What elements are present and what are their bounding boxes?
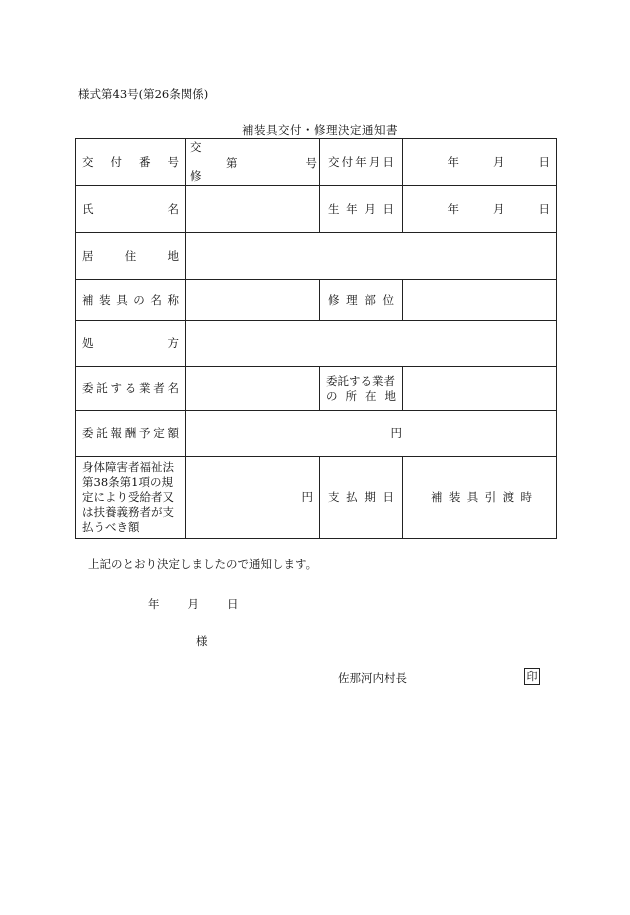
label-contractor bbox=[76, 367, 186, 411]
contractor-label-char: 者 bbox=[153, 381, 165, 395]
planned-fee-label-char: 託 bbox=[96, 426, 108, 440]
planned-fee-label-char: 報 bbox=[110, 426, 122, 440]
handover-text-char: 時 bbox=[520, 490, 532, 504]
device-name-label-char: 名 bbox=[150, 292, 162, 307]
payment-due-label-char: 支 bbox=[328, 490, 340, 504]
notice-date-year: 年 bbox=[148, 597, 160, 611]
notice-date-day: 日 bbox=[227, 597, 239, 611]
issue-go-text: 号 bbox=[305, 156, 317, 170]
notice-date-line bbox=[148, 596, 267, 612]
row-planned-fee bbox=[76, 411, 557, 457]
name-label bbox=[82, 202, 179, 217]
repair-part-label-char: 修 bbox=[328, 292, 340, 307]
birth-date-label bbox=[326, 202, 396, 217]
issue-number-label-char: 号 bbox=[167, 154, 179, 169]
label-birth-date bbox=[320, 186, 403, 233]
birth-date-month: 月 bbox=[493, 201, 505, 216]
planned-fee-yen: 円 bbox=[390, 426, 402, 440]
issue-number-label-char: 交 bbox=[82, 154, 94, 169]
issue-date-label-char: 交 bbox=[328, 154, 340, 169]
device-name-label-char: 装 bbox=[99, 292, 111, 307]
issue-number-label bbox=[82, 155, 179, 170]
label-device-name bbox=[76, 280, 186, 321]
device-name-label bbox=[82, 293, 179, 308]
issue-date-cell bbox=[403, 139, 557, 186]
device-name-label-char: の bbox=[133, 292, 145, 307]
notice-text: 上記のとおり決定しましたので通知します。 bbox=[88, 557, 318, 571]
label-name bbox=[76, 186, 186, 233]
issue-date-label-char: 付 bbox=[341, 154, 354, 169]
seal-mark: 印 bbox=[524, 668, 540, 685]
contractor-location-line2-char: 所 bbox=[345, 388, 357, 403]
birth-date-label-char: 日 bbox=[382, 201, 394, 216]
contractor-label-char: る bbox=[124, 381, 137, 395]
contractor-value-cell bbox=[186, 367, 320, 411]
label-issue-date bbox=[320, 139, 403, 186]
issue-dai-text: 第 bbox=[226, 156, 238, 170]
form-number: 様式第43号(第26条関係) bbox=[78, 87, 209, 101]
planned-fee-value-cell bbox=[186, 411, 557, 457]
issue-date-label-char: 日 bbox=[382, 154, 394, 169]
document-title: 補装具交付・修理決定通知書 bbox=[242, 123, 398, 137]
contractor-location-line2-char: 在 bbox=[365, 388, 377, 403]
contractor-location-value-cell bbox=[403, 367, 557, 411]
issue-number-label-char: 付 bbox=[110, 154, 122, 169]
device-name-label-char: 具 bbox=[116, 292, 128, 307]
contractor-label-char: 託 bbox=[96, 381, 108, 395]
planned-fee-label-char: 額 bbox=[167, 426, 179, 440]
issue-date-day: 日 bbox=[538, 154, 550, 169]
planned-fee-label bbox=[82, 426, 179, 441]
label-payment-amount: 身体障害者福祉法第38条第1項の規定により受給者又は扶養義務者が支払うべき額 bbox=[76, 457, 186, 539]
repair-part-label-char: 理 bbox=[346, 292, 358, 307]
device-name-label-char: 称 bbox=[167, 292, 179, 307]
device-name-value-cell bbox=[186, 280, 320, 321]
name-label-char: 氏 bbox=[82, 201, 94, 216]
label-contractor-location bbox=[320, 367, 403, 411]
contractor-location-line1: 委託する業者 bbox=[326, 373, 395, 388]
issue-kou-text: 交 bbox=[190, 140, 202, 154]
issuer-mayor: 佐那河内村長 bbox=[338, 671, 407, 685]
payment-amount-value-cell bbox=[186, 457, 320, 539]
recipient-honorific: 様 bbox=[196, 634, 208, 648]
label-planned-fee bbox=[76, 411, 186, 457]
issue-date-label-char: 年 bbox=[355, 154, 367, 169]
row-prescription bbox=[76, 321, 557, 367]
residence-label bbox=[82, 249, 179, 264]
planned-fee-label-char: 委 bbox=[82, 426, 94, 440]
payment-amount-yen: 円 bbox=[301, 490, 313, 504]
device-name-label-char: 補 bbox=[82, 292, 94, 307]
payment-due-value-cell bbox=[403, 457, 557, 539]
prescription-label bbox=[82, 336, 179, 351]
prescription-label-char: 方 bbox=[167, 336, 179, 350]
issue-number-label-char: 番 bbox=[139, 154, 151, 169]
label-payment-due bbox=[320, 457, 403, 539]
prescription-value-cell bbox=[186, 321, 557, 367]
payment-due-label-char: 期 bbox=[364, 490, 376, 504]
repair-part-label-char: 位 bbox=[382, 292, 394, 307]
name-value-cell bbox=[186, 186, 320, 233]
contractor-label-char: す bbox=[110, 381, 122, 395]
decision-form-table bbox=[75, 138, 557, 539]
birth-date-year: 年 bbox=[447, 201, 459, 216]
contractor-location-line2 bbox=[326, 389, 396, 404]
repair-part-label-char: 部 bbox=[364, 292, 376, 307]
handover-text-char: 装 bbox=[448, 490, 461, 504]
planned-fee-label-char: 予 bbox=[139, 426, 151, 440]
birth-date-label-char: 年 bbox=[346, 201, 358, 216]
handover-text-char: 引 bbox=[484, 490, 497, 504]
birth-date-label-char: 月 bbox=[364, 201, 376, 216]
label-residence bbox=[76, 233, 186, 280]
payment-due-label-char: 日 bbox=[382, 490, 394, 504]
contractor-label-char: 委 bbox=[82, 381, 94, 395]
contractor-location-line2-char: 地 bbox=[384, 388, 396, 403]
issue-date-month: 月 bbox=[493, 154, 505, 169]
repair-part-value-cell bbox=[403, 280, 557, 321]
row-payment-amount bbox=[76, 457, 557, 539]
handover-text-char: 具 bbox=[466, 490, 479, 504]
repair-part-label bbox=[326, 293, 396, 308]
issue-date-label-char: 月 bbox=[368, 154, 381, 169]
row-issue-number bbox=[76, 139, 557, 186]
handover-text bbox=[409, 490, 550, 505]
residence-value-cell bbox=[186, 233, 557, 280]
row-name bbox=[76, 186, 557, 233]
row-device-name bbox=[76, 280, 557, 321]
label-issue-number bbox=[76, 139, 186, 186]
planned-fee-label-char: 酬 bbox=[124, 426, 137, 440]
contractor-label-char: 名 bbox=[167, 381, 179, 395]
payment-due-label-char: 払 bbox=[346, 490, 358, 504]
birth-date-label-char: 生 bbox=[328, 201, 340, 216]
payment-due-label bbox=[326, 490, 396, 505]
issue-date-label bbox=[326, 155, 396, 170]
birth-date-day: 日 bbox=[538, 201, 550, 216]
contractor-location-line2-char: の bbox=[326, 388, 338, 403]
residence-label-char: 居 bbox=[82, 248, 94, 263]
name-label-char: 名 bbox=[167, 201, 179, 216]
handover-text-char: 渡 bbox=[502, 490, 515, 504]
issue-number-cell bbox=[186, 139, 320, 186]
issue-date-year: 年 bbox=[447, 154, 459, 169]
notice-date-month: 月 bbox=[187, 597, 199, 611]
prescription-label-char: 処 bbox=[82, 336, 94, 350]
residence-label-char: 地 bbox=[167, 248, 179, 263]
contractor-label bbox=[82, 381, 179, 396]
label-repair-part bbox=[320, 280, 403, 321]
row-contractor bbox=[76, 367, 557, 411]
planned-fee-label-char: 定 bbox=[153, 426, 165, 440]
contractor-label-char: 業 bbox=[139, 381, 151, 395]
issue-shu-text: 修 bbox=[190, 169, 202, 183]
row-residence bbox=[76, 233, 557, 280]
label-prescription bbox=[76, 321, 186, 367]
residence-label-char: 住 bbox=[124, 248, 137, 263]
birth-date-cell bbox=[403, 186, 557, 233]
handover-text-char: 補 bbox=[431, 490, 443, 504]
